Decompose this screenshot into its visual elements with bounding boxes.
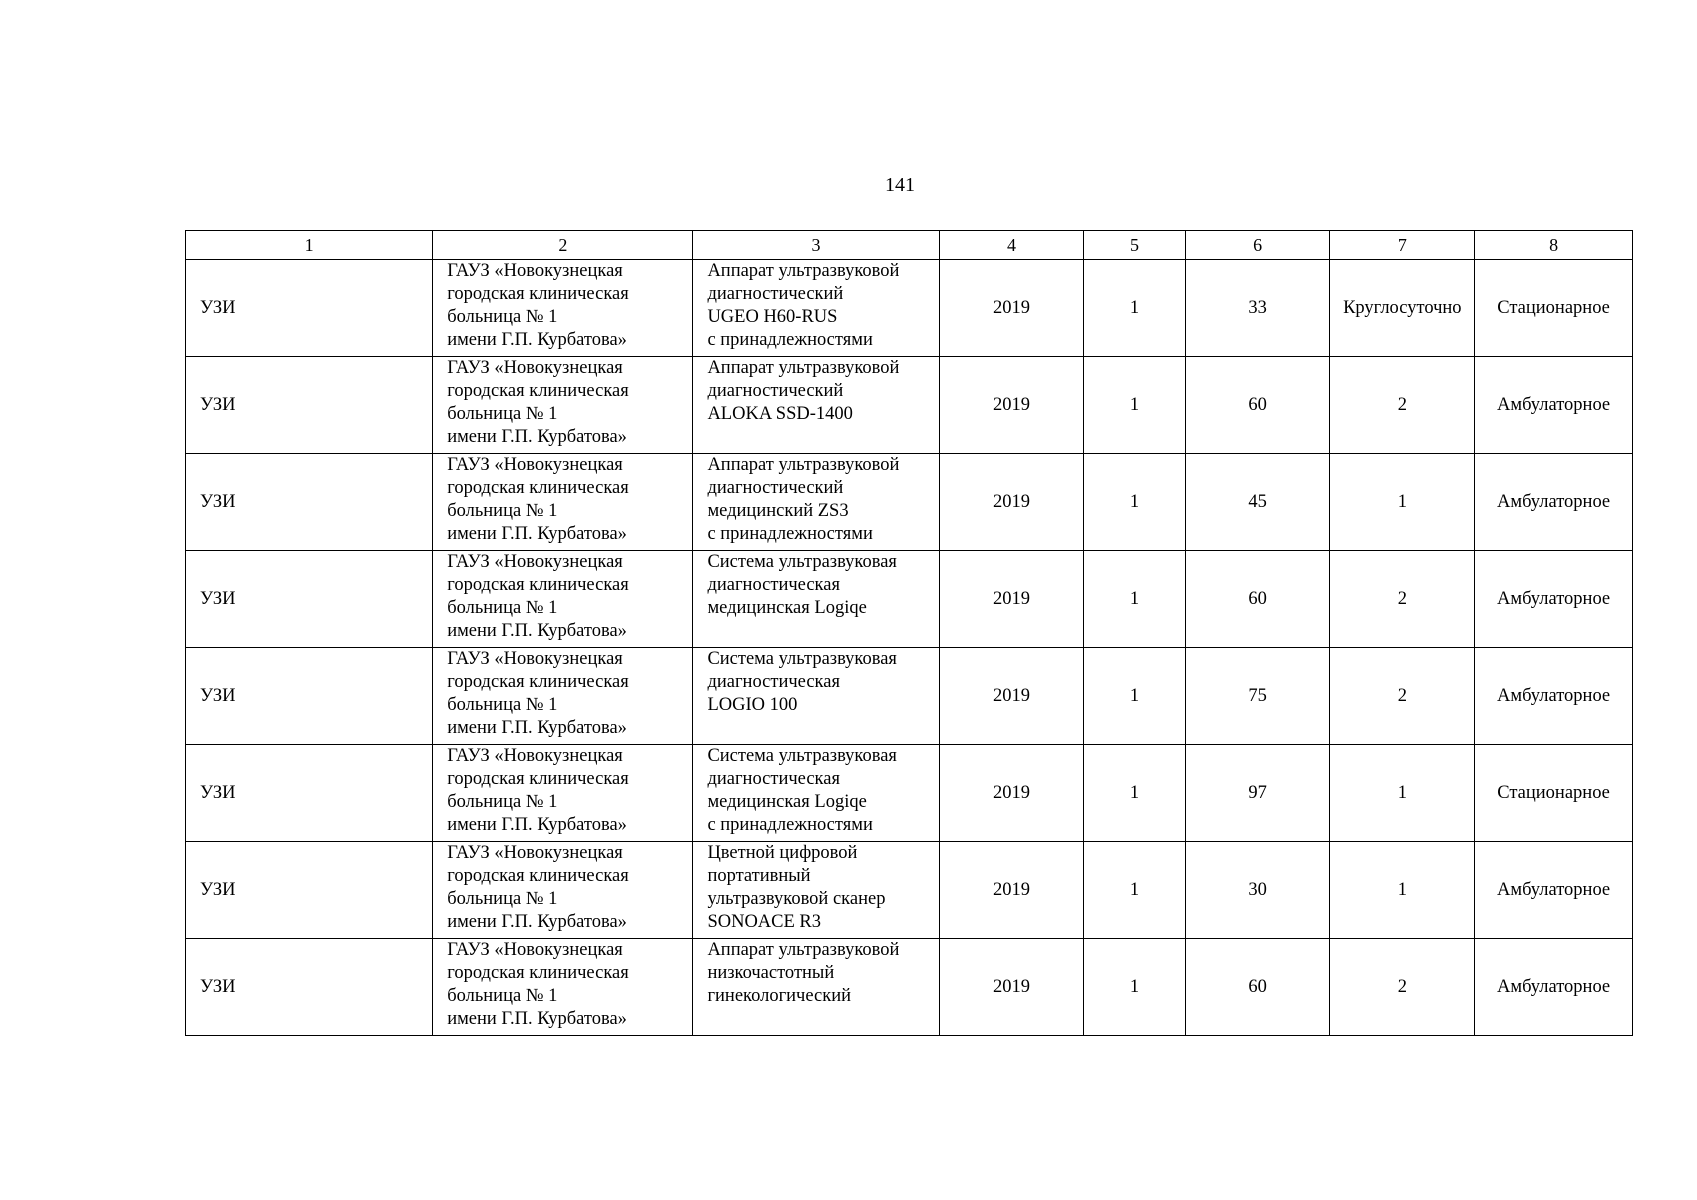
cell-device (693, 745, 939, 842)
cell-col7: 1 (1330, 842, 1475, 939)
cell-device-line: диагностический (707, 381, 844, 401)
cell-count: 1 (1084, 551, 1185, 648)
cell-col7: 2 (1330, 551, 1475, 648)
cell-organization-line: больница № 1 (447, 986, 558, 1006)
cell-col7: 2 (1330, 648, 1475, 745)
cell-type: УЗИ (186, 648, 433, 745)
table-row (186, 648, 1633, 745)
cell-device-line: диагностическая (707, 672, 840, 692)
cell-col6: 60 (1185, 939, 1330, 1036)
cell-organization-line: больница № 1 (447, 695, 558, 715)
equipment-table (185, 230, 1633, 1036)
cell-device (693, 260, 939, 357)
column-header: 5 (1084, 231, 1185, 260)
cell-col8: Амбулаторное (1475, 939, 1633, 1036)
cell-count: 1 (1084, 357, 1185, 454)
cell-col8: Стационарное (1475, 745, 1633, 842)
cell-col8: Амбулаторное (1475, 648, 1633, 745)
table-row (186, 260, 1633, 357)
cell-organization-line: ГАУЗ «Новокузнецкая (447, 649, 623, 669)
cell-organization-line: ГАУЗ «Новокузнецкая (447, 746, 623, 766)
cell-device (693, 454, 939, 551)
cell-device-line: LOGIO 100 (707, 695, 798, 715)
cell-year: 2019 (939, 454, 1084, 551)
cell-type: УЗИ (186, 939, 433, 1036)
cell-device-line: Система ультразвуковая (707, 649, 897, 669)
cell-organization (433, 260, 693, 357)
cell-year: 2019 (939, 260, 1084, 357)
cell-organization-line: имени Г.П. Курбатова» (447, 815, 627, 835)
cell-device-line: медицинский ZS3 (707, 501, 849, 521)
cell-organization-line: имени Г.П. Курбатова» (447, 912, 627, 932)
cell-col7: Круглосуточно (1330, 260, 1475, 357)
cell-organization-line: имени Г.П. Курбатова» (447, 718, 627, 738)
cell-device-line: диагностический (707, 284, 844, 304)
cell-device-line: Аппарат ультразвуковой (707, 261, 900, 281)
column-header: 3 (693, 231, 939, 260)
cell-organization-line: больница № 1 (447, 889, 558, 909)
cell-col6: 45 (1185, 454, 1330, 551)
cell-col8: Амбулаторное (1475, 357, 1633, 454)
cell-device (693, 842, 939, 939)
cell-col8: Амбулаторное (1475, 551, 1633, 648)
cell-col6: 30 (1185, 842, 1330, 939)
cell-organization-line: больница № 1 (447, 307, 558, 327)
cell-year: 2019 (939, 745, 1084, 842)
cell-organization-line: больница № 1 (447, 598, 558, 618)
table-body (186, 231, 1633, 1036)
cell-organization-line: городская клиническая (447, 478, 629, 498)
cell-organization-line: городская клиническая (447, 769, 629, 789)
cell-device-line: SONOACE R3 (707, 912, 822, 932)
cell-col6: 75 (1185, 648, 1330, 745)
cell-device-line: медицинская Logiqe (707, 598, 867, 618)
column-header: 1 (186, 231, 433, 260)
cell-type: УЗИ (186, 357, 433, 454)
cell-type: УЗИ (186, 745, 433, 842)
cell-organization-line: городская клиническая (447, 672, 629, 692)
cell-year: 2019 (939, 939, 1084, 1036)
table-row (186, 745, 1633, 842)
cell-count: 1 (1084, 842, 1185, 939)
cell-device-line: ALOKA SSD-1400 (707, 404, 853, 424)
cell-col6: 60 (1185, 551, 1330, 648)
cell-organization-line: имени Г.П. Курбатова» (447, 621, 627, 641)
cell-organization-line: городская клиническая (447, 381, 629, 401)
cell-count: 1 (1084, 260, 1185, 357)
cell-year: 2019 (939, 648, 1084, 745)
cell-count: 1 (1084, 454, 1185, 551)
cell-organization-line: городская клиническая (447, 284, 629, 304)
cell-organization-line: городская клиническая (447, 963, 629, 983)
cell-organization-line: городская клиническая (447, 575, 629, 595)
cell-organization-line: имени Г.П. Курбатова» (447, 1009, 627, 1029)
cell-device-line: портативный (707, 866, 811, 886)
cell-organization-line: городская клиническая (447, 866, 629, 886)
cell-year: 2019 (939, 842, 1084, 939)
cell-device-line: диагностическая (707, 575, 840, 595)
cell-organization (433, 745, 693, 842)
cell-organization-line: больница № 1 (447, 404, 558, 424)
cell-organization-line: ГАУЗ «Новокузнецкая (447, 455, 623, 475)
cell-device-line: Аппарат ультразвуковой (707, 940, 900, 960)
cell-organization (433, 842, 693, 939)
cell-device-line: Аппарат ультразвуковой (707, 358, 900, 378)
cell-device (693, 551, 939, 648)
cell-col7: 1 (1330, 454, 1475, 551)
cell-device-line: Аппарат ультразвуковой (707, 455, 900, 475)
column-header: 8 (1475, 231, 1633, 260)
cell-device-line: диагностический (707, 478, 844, 498)
cell-col8: Стационарное (1475, 260, 1633, 357)
cell-col7: 2 (1330, 939, 1475, 1036)
table-row (186, 939, 1633, 1036)
cell-organization (433, 454, 693, 551)
cell-device-line: UGEO H60-RUS (707, 307, 838, 327)
cell-device (693, 357, 939, 454)
page-number: 141 (885, 174, 915, 196)
cell-organization-line: ГАУЗ «Новокузнецкая (447, 358, 623, 378)
cell-count: 1 (1084, 939, 1185, 1036)
cell-organization-line: ГАУЗ «Новокузнецкая (447, 843, 623, 863)
cell-count: 1 (1084, 648, 1185, 745)
cell-organization (433, 939, 693, 1036)
cell-organization-line: ГАУЗ «Новокузнецкая (447, 552, 623, 572)
cell-organization-line: имени Г.П. Курбатова» (447, 524, 627, 544)
cell-year: 2019 (939, 551, 1084, 648)
column-header: 2 (433, 231, 693, 260)
cell-col8: Амбулаторное (1475, 842, 1633, 939)
cell-device-line: Система ультразвуковая (707, 746, 897, 766)
cell-device (693, 648, 939, 745)
cell-device (693, 939, 939, 1036)
cell-col7: 1 (1330, 745, 1475, 842)
cell-organization (433, 648, 693, 745)
cell-device-line: ультразвуковой сканер (707, 889, 886, 909)
table-row (186, 357, 1633, 454)
cell-col6: 60 (1185, 357, 1330, 454)
cell-type: УЗИ (186, 260, 433, 357)
cell-organization (433, 551, 693, 648)
cell-type: УЗИ (186, 551, 433, 648)
cell-organization-line: больница № 1 (447, 501, 558, 521)
cell-col7: 2 (1330, 357, 1475, 454)
cell-col6: 33 (1185, 260, 1330, 357)
table-row (186, 842, 1633, 939)
cell-col6: 97 (1185, 745, 1330, 842)
column-header: 4 (939, 231, 1084, 260)
table-row (186, 454, 1633, 551)
cell-device-line: диагностическая (707, 769, 840, 789)
cell-device-line: низкочастотный (707, 963, 835, 983)
cell-type: УЗИ (186, 454, 433, 551)
cell-organization-line: имени Г.П. Курбатова» (447, 330, 627, 350)
cell-type: УЗИ (186, 842, 433, 939)
cell-device-line: с принадлежностями (707, 330, 873, 350)
table-header-row (186, 231, 1633, 260)
cell-device-line: Система ультразвуковая (707, 552, 897, 572)
cell-device-line: с принадлежностями (707, 524, 873, 544)
cell-organization (433, 357, 693, 454)
cell-organization-line: ГАУЗ «Новокузнецкая (447, 940, 623, 960)
column-header: 7 (1330, 231, 1475, 260)
table-row (186, 551, 1633, 648)
cell-col8: Амбулаторное (1475, 454, 1633, 551)
cell-organization-line: ГАУЗ «Новокузнецкая (447, 261, 623, 281)
cell-year: 2019 (939, 357, 1084, 454)
cell-organization-line: больница № 1 (447, 792, 558, 812)
cell-organization-line: имени Г.П. Курбатова» (447, 427, 627, 447)
cell-device-line: с принадлежностями (707, 815, 873, 835)
cell-device-line: медицинская Logiqe (707, 792, 867, 812)
cell-count: 1 (1084, 745, 1185, 842)
cell-device-line: гинекологический (707, 986, 852, 1006)
column-header: 6 (1185, 231, 1330, 260)
cell-device-line: Цветной цифровой (707, 843, 858, 863)
